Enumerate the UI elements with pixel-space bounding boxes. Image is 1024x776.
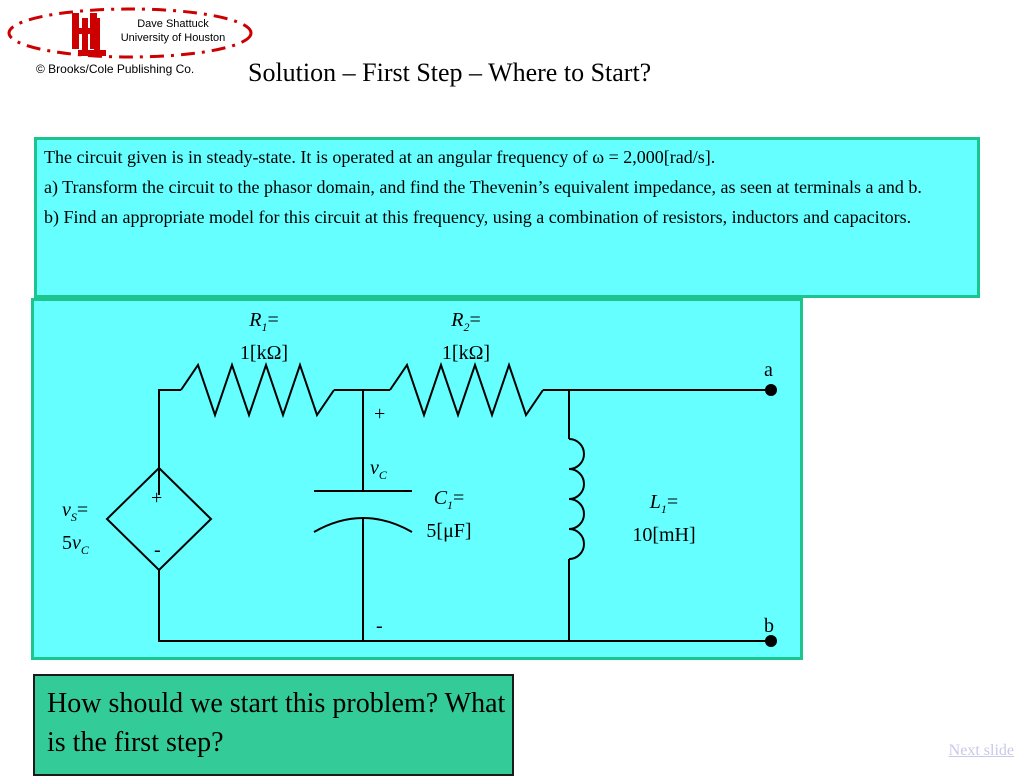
- l1-label: $L_1=$ 10[mH]: [632, 491, 696, 546]
- publisher-credit: © Brooks/Cole Publishing Co.: [36, 62, 195, 76]
- vc-label: $v_C$: [370, 457, 387, 482]
- terminal-b-label: b: [764, 615, 774, 637]
- r2-label: $R_2=$ 1[kΩ]: [441, 309, 491, 364]
- problem-intro: The circuit given is in steady-state. It is operated at an angular frequency of ω = 2,000[rad/s].: [44, 147, 716, 167]
- terminal-a-label: a: [764, 359, 773, 381]
- vs-label: $v_S=$ $5v_C$: [62, 499, 89, 557]
- vc-minus-sign: -: [376, 615, 383, 637]
- vc-plus-sign: +: [374, 403, 386, 425]
- r1-label: $R_1=$ 1[kΩ]: [239, 309, 289, 364]
- l1-value: 10[mH]: [632, 524, 696, 546]
- c1-label: $C_1=$ 5[μF]: [426, 487, 472, 542]
- circuit-diagram: [31, 298, 803, 660]
- wire-left-bottom: [159, 570, 771, 641]
- question-box: How should we start this problem? What is the first step?: [33, 674, 514, 776]
- r1-value: 1[kΩ]: [239, 342, 289, 364]
- r2-value: 1[kΩ]: [441, 342, 491, 364]
- author-affiliation: University of Houston: [120, 32, 226, 44]
- resistor-r2: [390, 365, 543, 415]
- inductor-l1: [569, 439, 584, 559]
- circuit-schematic: [34, 301, 800, 657]
- problem-statement-box: [34, 137, 980, 298]
- c1-value: 5[μF]: [426, 520, 472, 542]
- next-slide-link[interactable]: Next slide: [948, 742, 1014, 759]
- problem-part-b: b) Find an appropriate model for this circuit at this frequency, using a combination of resistors, inductors and capacitors.: [44, 207, 912, 227]
- problem-part-a: a) Transform the circuit to the phasor domain, and find the Thevenin’s equivalent impedance, as seen at terminals a and b.: [44, 177, 922, 197]
- source-plus-sign: +: [151, 487, 163, 509]
- slide-title: Solution – First Step – Where to Start?: [248, 58, 652, 87]
- resistor-r1: [181, 365, 334, 415]
- terminal-a-node: [765, 384, 777, 396]
- source-minus-sign: -: [154, 539, 161, 561]
- author-name: Dave Shattuck: [137, 18, 209, 30]
- author-credit: [108, 17, 238, 45]
